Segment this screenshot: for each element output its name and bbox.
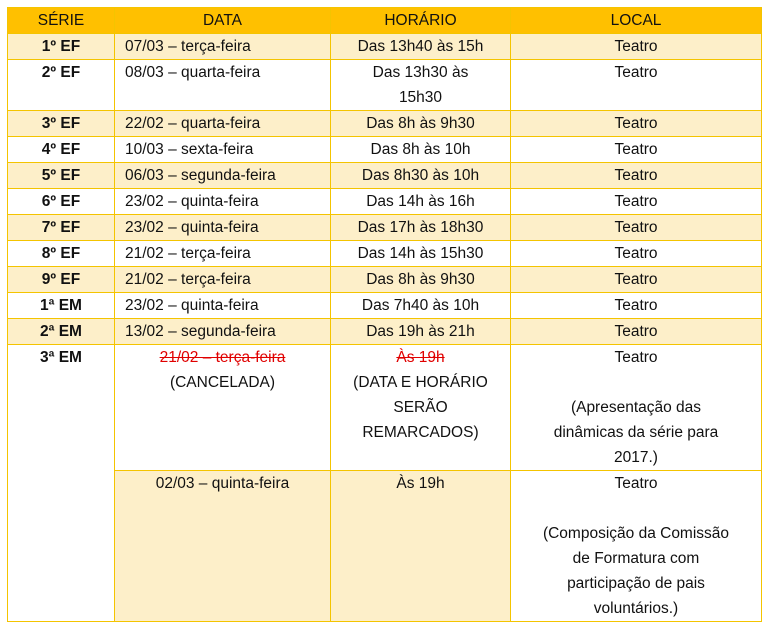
local-note: (Composição da Comissão <box>542 525 730 542</box>
local-cell: Teatro <box>511 111 762 137</box>
local-cell: Teatro <box>511 34 762 60</box>
table-row <box>8 111 762 137</box>
header-row <box>8 8 762 34</box>
header-data: DATA <box>115 8 331 34</box>
table-row <box>8 293 762 319</box>
table-row <box>8 319 762 345</box>
serie-cell: 2º EF <box>8 60 115 111</box>
data-cell: 23/02 – quinta-feira <box>115 189 331 215</box>
serie-cell: 4º EF <box>8 137 115 163</box>
serie-cell: 1ª EM <box>8 293 115 319</box>
table-row <box>8 34 762 60</box>
local-cell: Teatro <box>511 267 762 293</box>
table-row <box>8 137 762 163</box>
table-row <box>8 215 762 241</box>
data-cell: 23/02 – quinta-feira <box>115 215 331 241</box>
serie-cell: 9º EF <box>8 267 115 293</box>
data-cell: 13/02 – segunda-feira <box>115 319 331 345</box>
data-cell: 21/02 – terça-feira <box>115 267 331 293</box>
serie-cell: 7º EF <box>8 215 115 241</box>
table-row <box>8 60 762 111</box>
table-row-3em-cancelled <box>8 345 762 471</box>
struck-date: 21/02 – terça-feira <box>159 349 286 366</box>
table-row <box>8 241 762 267</box>
reschedule-note: (DATA E HORÁRIO <box>353 374 488 391</box>
data-cell: 08/03 – quarta-feira <box>115 60 331 111</box>
local-cell-cancelled <box>511 345 762 471</box>
schedule-table <box>7 7 762 622</box>
reschedule-note: REMARCADOS) <box>362 424 479 441</box>
data-cell: 21/02 – terça-feira <box>115 241 331 267</box>
table-row-3em-rescheduled <box>8 471 762 622</box>
horario-cell: Das 8h30 às 10h <box>331 163 511 189</box>
serie-cell: 5º EF <box>8 163 115 189</box>
data-cell-cancelled <box>115 345 331 471</box>
local-note: dinâmicas da série para <box>553 424 719 441</box>
horario-cell: Das 14h às 16h <box>331 189 511 215</box>
local-cell: Teatro <box>511 163 762 189</box>
serie-cell: 2ª EM <box>8 319 115 345</box>
data-cell: 23/02 – quinta-feira <box>115 293 331 319</box>
header-horario: HORÁRIO <box>331 8 511 34</box>
local-cell: Teatro <box>511 215 762 241</box>
local-cell: Teatro <box>511 137 762 163</box>
horario-cell: Das 8h às 9h30 <box>331 267 511 293</box>
table-row <box>8 267 762 293</box>
local-cell: Teatro <box>511 189 762 215</box>
data-cell: 07/03 – terça-feira <box>115 34 331 60</box>
serie-cell: 8º EF <box>8 241 115 267</box>
table-row <box>8 189 762 215</box>
data-cell: 10/03 – sexta-feira <box>115 137 331 163</box>
local-cell: Teatro <box>511 241 762 267</box>
local-note: (Apresentação das <box>570 399 702 416</box>
cancelled-note: (CANCELADA) <box>169 374 276 391</box>
local-note: participação de pais <box>567 575 705 592</box>
local-note: voluntários.) <box>593 600 679 617</box>
horario-cell: Das 13h40 às 15h <box>331 34 511 60</box>
horario-cell: Das 7h40 às 10h <box>331 293 511 319</box>
header-serie: SÉRIE <box>8 8 115 34</box>
table-row <box>8 163 762 189</box>
horario-cell: Das 14h às 15h30 <box>331 241 511 267</box>
struck-time: Às 19h <box>396 349 445 366</box>
local-cell: Teatro <box>511 293 762 319</box>
horario-cell-cancelled <box>331 345 511 471</box>
horario-line: Das 13h30 às <box>372 64 469 81</box>
header-local: LOCAL <box>511 8 762 34</box>
serie-cell: 3ª EM <box>8 345 115 622</box>
horario-cell: Das 8h às 9h30 <box>331 111 511 137</box>
local-cell: Teatro <box>511 60 762 111</box>
serie-cell: 1º EF <box>8 34 115 60</box>
horario-cell: Das 17h às 18h30 <box>331 215 511 241</box>
data-cell: 22/02 – quarta-feira <box>115 111 331 137</box>
local-cell: Teatro <box>511 319 762 345</box>
local-note: 2017.) <box>614 449 658 466</box>
horario-cell-rescheduled: Às 19h <box>331 471 511 622</box>
data-cell: 06/03 – segunda-feira <box>115 163 331 189</box>
serie-cell: 3º EF <box>8 111 115 137</box>
horario-line: 15h30 <box>398 89 443 106</box>
horario-cell <box>331 60 511 111</box>
data-cell-rescheduled: 02/03 – quinta-feira <box>115 471 331 622</box>
local-name: Teatro <box>614 475 658 492</box>
local-cell-rescheduled <box>511 471 762 622</box>
local-name: Teatro <box>614 349 658 366</box>
reschedule-note: SERÃO <box>393 399 448 416</box>
horario-cell: Das 8h às 10h <box>331 137 511 163</box>
local-note: de Formatura com <box>572 550 700 567</box>
horario-cell: Das 19h às 21h <box>331 319 511 345</box>
serie-cell: 6º EF <box>8 189 115 215</box>
